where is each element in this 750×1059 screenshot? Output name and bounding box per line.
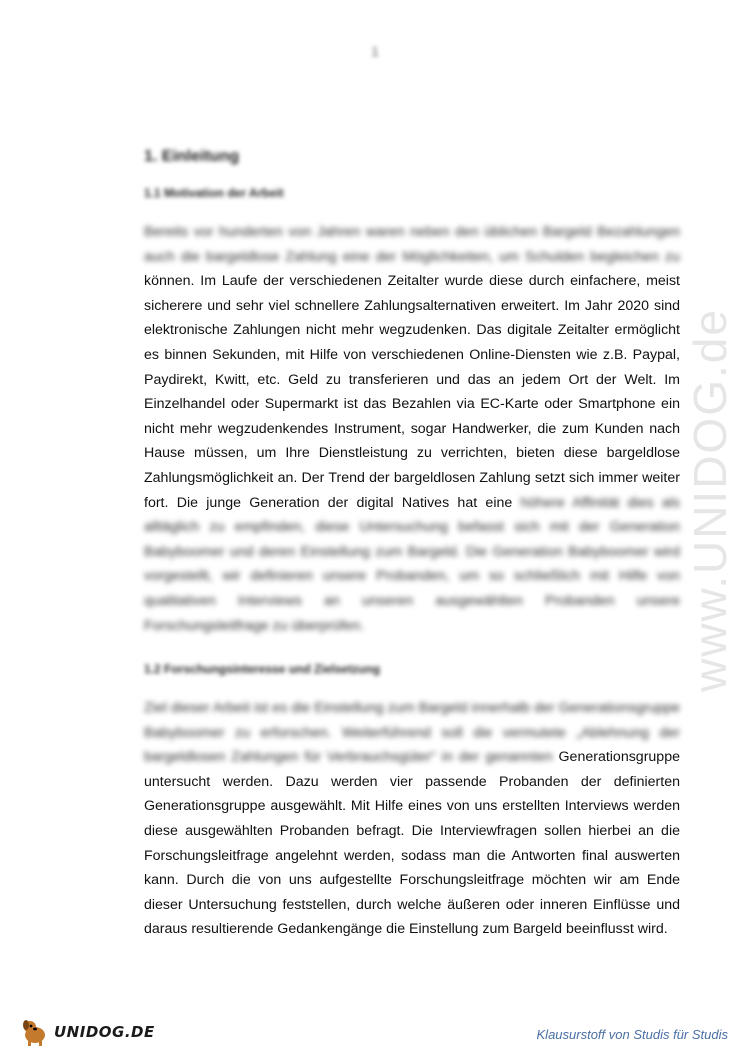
blurred-text: Bereits vor hunderten von Jahren waren neben den üblichen Bargeld Bezahlungen auch die bargeldlose Zahlung eine der Möglichkeiten, um Schulden begleichen zu [144,224,680,265]
unidog-logo[interactable] [20,1014,155,1050]
document-body [144,148,680,942]
watermark-text: www.UNIDOG.de [684,308,737,692]
footer-tagline: Klausurstoff von Studis für Studis [536,1027,728,1042]
chapter-heading: 1. Einleitung [144,148,240,165]
visible-text: Generationsgruppe untersucht werden. Dazu werden vier passende Probanden der definierten Generationsgruppe ausgewählt. Mit Hilfe eines von uns erstellten Interviews werden diese ausgewählten Probanden befragt. Die Interviewfragen sollen hierbei an die Forschungsleitfrage angelehnt werden, sodass man die Antworten final auswerten kann. Durch die von uns aufgestellte Forschungsleitfrage möchten wir am Ende dieser Untersuchung feststellen, durch welche äußeren oder inneren Einflüsse und daraus resultierende Gedankengänge die Einstellung zum Bargeld beeinflusst wird. [144,749,680,938]
blurred-text: höhere Affinität dies als alltäglich zu empfinden, diese Untersuchung befasst sich mit der Generation Babyboomer und deren Einstellung zum Bargeld. Die Generation Babyboomer wird vorgestellt, wir definieren unsere Probanden, um so schließlich mit Hilfe von qualitativen Interviews an unseren ausgewählten Probanden unsere Forschungsleitfrage zu überprüfen. [144,494,680,634]
visible-text: können. Im Laufe der verschiedenen Zeitalter wurde diese durch einfachere, meist sicherere und sehr viel schnellere Zahlungsalternativen erweitert. Im Jahr 2020 sind elektronische Zahlungen nicht mehr wegzudenken. Das digitale Zeitalter ermöglicht es binnen Sekunden, mit Hilfe von verschiedenen Online-Diensten wie z.B. Paypal, Paydirekt, Kwitt, etc. Geld zu transferieren und das an jedem Ort der Welt. Im Einzelhandel oder Supermarkt ist das Bezahlen via EC-Karte oder Smartphone ein nicht mehr wegzudenkendes Instrument, sogar Handwerker, die zum Kunden nach Hause müssen, um Ihre Dienstleistung zu verrichten, bieten diese bargeldlose Zahlungsmöglichkeit an. Der Trend der bargeldlosen Zahlung setzt sich immer weiter fort. Die junge Generation der digital Natives hat eine [144,273,680,511]
page-number: 1 [371,44,379,59]
blurred-text: Ziel dieser Arbeit ist es die Einstellung zum Bargeld innerhalb der Generationsgruppe Babyboomer zu erforschen. Weiterführend soll die vermutete „Ablehnung der bargeldlosen Zahlungen für Verbrauchsgüter“ in der genannten [144,700,680,766]
section-heading-motivation: 1.1 Motivation der Arbeit [144,186,284,200]
paragraph-forschungsinteresse [144,696,680,942]
dog-icon [20,1017,50,1047]
section-heading-forschungsinteresse: 1.2 Forschungsinteresse und Zielsetzung [144,662,381,677]
paragraph-motivation [144,220,680,638]
logo-text: UNIDOG.DE [54,1023,155,1041]
section-forschungsinteresse [144,662,680,942]
